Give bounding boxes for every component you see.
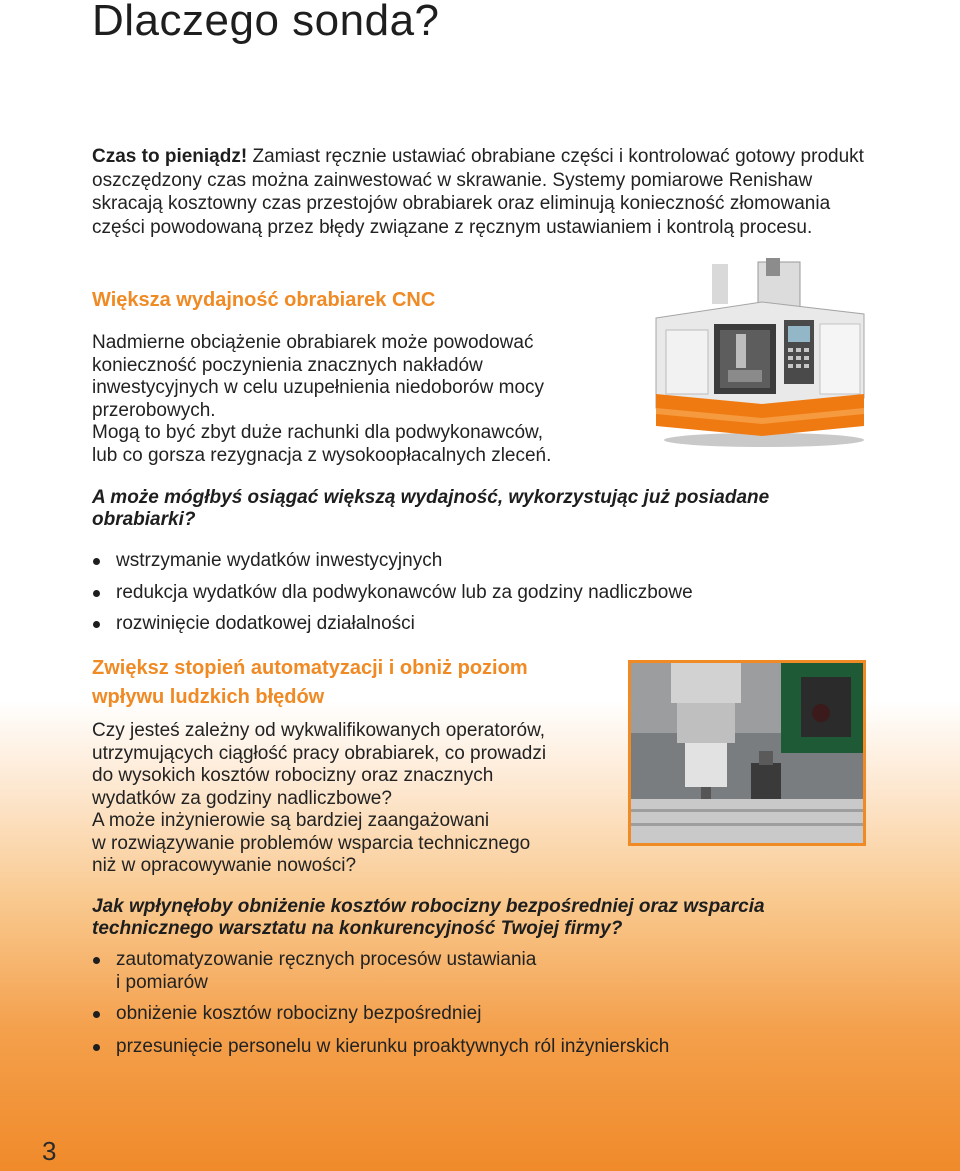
section2-question: Jak wpłynęłoby obniżenie kosztów robocizny bezpośredniej oraz wsparcia technicznego warsztatu na konkurencyjność Twojej firmy? [92,896,765,939]
page-number: 3 [42,1136,57,1166]
list-item: przesunięcie personelu w kierunku proaktywnych ról inżynierskich [92,1036,669,1059]
text-line: Mogą to być zbyt duże rachunki dla podwykonawców, [92,422,543,443]
intro-text: Zamiast ręcznie ustawiać obrabiane części i kontrolować gotowy produkt oszczędzony czas można zainwestować w skrawanie. Systemy pomiarowe Renishaw skracają kosztowny czas przestojów obrabiarek oraz eliminują konieczność złomowania części powodowaną przez błędy związane z ręcznym ustawianiem i kontrolą procesu. [92,146,864,238]
list-item: obniżenie kosztów robocizny bezpośredniej [92,1003,669,1026]
text-line: w rozwiązywanie problemów wsparcia technicznego [92,832,531,854]
intro-lead: Czas to pieniądz! [92,146,248,167]
text-line: przerobowych. [92,399,216,421]
section1-question: A może mógłbyś osiągać większą wydajność, wykorzystując już posiadane obrabiarki? [92,487,770,530]
section2-bullet-list [92,949,669,1058]
section1-paragraph-1 [92,332,544,422]
text-line: A może inżynierowie są bardziej zaangażowani [92,810,490,831]
text-line: utrzymujących ciągłość pracy obrabiarek, co prowadzi [92,742,547,764]
text-line: konieczność poczynienia znacznych nakładów [92,354,483,376]
cnc-machine-icon [652,258,870,448]
text-line: Czy jesteś zależny od wykwalifikowanych operatorów, [92,720,546,741]
section1-heading: Większa wydajność obrabiarek CNC [92,289,436,311]
section1-paragraph-2 [92,422,551,467]
text-line: inwestycyjnych w celu uzupełnienia niedoborów mocy [92,377,545,398]
heading-line: Zwiększ stopień automatyzacji i obniż poziom [92,657,528,679]
machine-probe-photo [628,660,866,846]
text-line: wydatków za godziny nadliczbowe? [92,787,392,809]
text-line: do wysokich kosztów robocizny oraz znacznych [92,765,494,786]
text-line: Nadmierne obciążenie obrabiarek może powodować [92,332,534,353]
section1-bullet-list [92,550,693,636]
intro-paragraph [92,145,882,239]
list-item: zautomatyzowanie ręcznych procesów ustawiania i pomiarów [92,949,669,994]
text-line: niż w opracowywanie nowości? [92,855,357,876]
list-item: redukcja wydatków dla podwykonawców lub za godziny nadliczbowe [92,582,693,605]
list-item: wstrzymanie wydatków inwestycyjnych [92,550,693,573]
page-title: Dlaczego sonda? [92,0,440,45]
list-item: rozwinięcie dodatkowej działalności [92,613,693,636]
section2-heading [92,654,528,712]
section2-paragraph-2 [92,810,530,878]
section2-paragraph-1 [92,720,546,810]
text-line: lub co gorsza rezygnacja z wysokoopłacalnych zleceń. [92,444,552,466]
heading-line: wpływu ludzkich błędów [92,686,325,708]
